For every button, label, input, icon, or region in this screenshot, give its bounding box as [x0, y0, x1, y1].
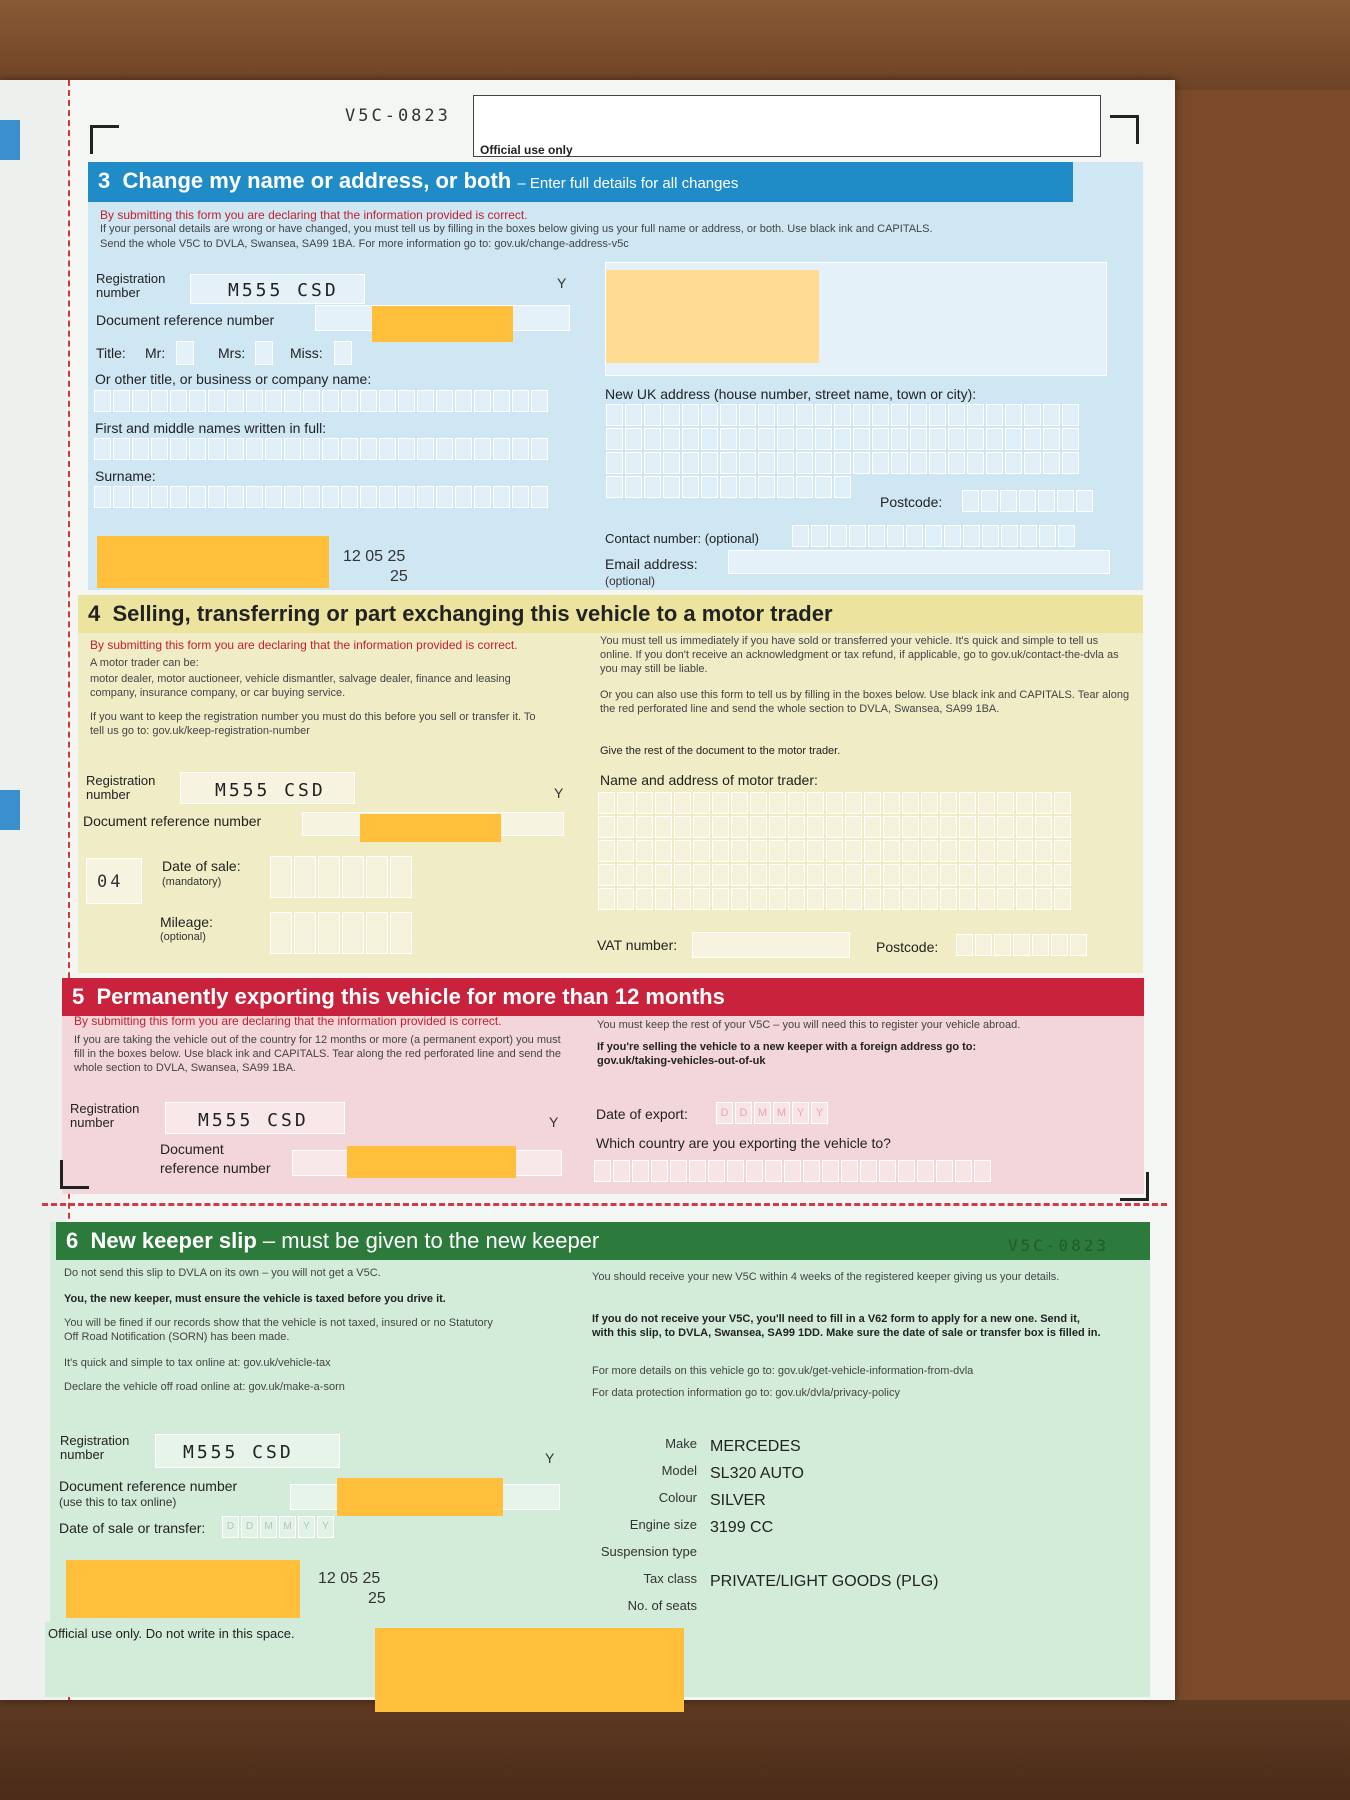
- date-sale-label: Date of sale:: [162, 858, 241, 874]
- redaction: [360, 814, 501, 842]
- mileage-grid[interactable]: [270, 912, 414, 954]
- contact-grid[interactable]: [792, 525, 1077, 547]
- table-surface-bottom: [0, 1700, 1350, 1800]
- trader-grid-row[interactable]: [598, 792, 1073, 814]
- other-title-label: Or other title, or business or company name:: [95, 371, 372, 387]
- new-address-label: New UK address (house number, street name, town or city):: [605, 386, 977, 402]
- right-text: Give the rest of the document to the motor trader.: [600, 745, 841, 757]
- declaration: By submitting this form you are declaring that the information provided is correct.: [100, 208, 528, 222]
- redaction: [375, 1628, 684, 1712]
- vat-input[interactable]: [692, 932, 850, 958]
- redaction: [97, 536, 329, 588]
- email-input[interactable]: [728, 550, 1110, 574]
- official-use-label: Official use only: [480, 143, 573, 157]
- doc-ref-label: Document reference number: [96, 312, 275, 328]
- declaration: By submitting this form you are declaring that the information provided is correct.: [90, 638, 518, 652]
- corner-mark: [90, 125, 119, 154]
- table-surface-top: [0, 0, 1350, 90]
- miss-checkbox[interactable]: [334, 341, 352, 365]
- export-link[interactable]: gov.uk/taking-vehicles-out-of-uk: [597, 1055, 766, 1067]
- export-intro: If you are taking the vehicle out of the country for 12 months or more (a permanent export) you must fill in the boxes below. Use black ink and CAPITALS. Tear along the red perforated line and send the whole section to DVLA, Swansea, SA99 1BA.: [74, 1034, 561, 1074]
- slip-right-text: If you do not receive your V5C, you'll need to fill in a V62 form to apply for a new one. Send it, with this slip, to DVLA, Swansea, SA99 1DD. Make sure the date of sale or transfer box is filled in.: [592, 1313, 1101, 1339]
- declaration: By submitting this form you are declaring that the information provided is correct.: [74, 1014, 502, 1028]
- vehicle-field-label: Model: [661, 1463, 697, 1478]
- section-number: 5: [72, 984, 85, 1009]
- date-value: 25: [368, 1590, 386, 1607]
- registration-label: Registration number: [96, 271, 166, 300]
- sale-code: 04: [97, 872, 124, 892]
- vehicle-field-value: SILVER: [710, 1492, 766, 1509]
- vehicle-field-label: No. of seats: [627, 1598, 697, 1613]
- y-mark: Y: [557, 275, 567, 291]
- left-page-blue-tab: [0, 790, 20, 830]
- contact-label: Contact number: (optional): [605, 531, 759, 546]
- form-code: V5C-0823: [1008, 1236, 1110, 1255]
- intro-text: If your personal details are wrong or have changed, you must tell us by filling in the boxes below giving us your full name or address, or both. Use black ink and CAPITALS.: [100, 223, 933, 235]
- mr-checkbox[interactable]: [176, 341, 194, 365]
- vehicle-field-value: SL320 AUTO: [710, 1465, 804, 1482]
- vehicle-field-label: Suspension type: [600, 1544, 697, 1559]
- address-grid-row[interactable]: [606, 452, 1081, 474]
- y-mark: Y: [545, 1450, 555, 1466]
- section-5-header: [62, 978, 1144, 1016]
- mr-label: Mr:: [145, 345, 166, 361]
- country-label: Which country are you exporting the vehicle to?: [596, 1135, 891, 1151]
- y-mark: Y: [554, 785, 564, 801]
- right-text: Or you can also use this form to tell us by filling in the boxes below. Use black ink and CAPITALS. Tear along the red perforated line and send the whole section to DVLA, Swansea, SA99 1BA.: [600, 689, 1130, 715]
- official-use-note: Official use only. Do not write in this space.: [48, 1626, 295, 1641]
- section-title: Change my name or address, or both: [122, 168, 512, 193]
- vehicle-field-label: Make: [665, 1436, 697, 1451]
- date-sale-grid[interactable]: D D M M Y Y: [222, 1516, 336, 1538]
- address-grid-row[interactable]: [606, 476, 853, 498]
- section-3-header: 3 Change my name or address, or both – Enter full details for all changes: [88, 162, 1073, 202]
- miss-label: Miss:: [290, 345, 323, 361]
- postcode-label: Postcode:: [876, 939, 939, 955]
- section-6-header: [56, 1222, 1150, 1260]
- first-names-grid[interactable]: [94, 438, 550, 460]
- date-sale-note: (mandatory): [162, 876, 222, 888]
- vehicle-field-value: MERCEDES: [710, 1438, 801, 1455]
- slip-right-text: For data protection information go to: gov.uk/dvla/privacy-policy: [592, 1387, 900, 1399]
- date-value: 12 05 25: [318, 1570, 381, 1587]
- section-title: Selling, transferring or part exchanging this vehicle to a motor trader: [112, 601, 833, 626]
- surname-grid[interactable]: [94, 486, 550, 508]
- redaction: [66, 1560, 300, 1618]
- registration-label: Registration number: [60, 1433, 130, 1462]
- vat-label: VAT number:: [597, 937, 678, 953]
- section-number: 6: [66, 1228, 79, 1253]
- mrs-label: Mrs:: [218, 345, 246, 361]
- registration-value: M555 CSD: [183, 1442, 294, 1463]
- section-subtitle: – must be given to the new keeper: [262, 1228, 600, 1253]
- slip-right-text: You should receive your new V5C within 4 weeks of the registered keeper giving us your details.: [592, 1271, 1060, 1283]
- slip-text: You will be fined if our records show that the vehicle is not taxed, insured or no Statutory Off Road Notification (SORN) has been made.: [64, 1317, 493, 1343]
- export-date-grid[interactable]: D D M M Y Y: [716, 1102, 830, 1124]
- doc-ref-note: (use this to tax online): [59, 1495, 177, 1509]
- tear-line: [42, 1203, 1167, 1206]
- date-sale-label: Date of sale or transfer:: [59, 1520, 206, 1536]
- section-number: 3: [98, 168, 111, 193]
- trader-list: motor dealer, motor auctioneer, vehicle dismantler, salvage dealer, finance and leasing company, insurance company, or car buying service.: [90, 673, 511, 699]
- vehicle-field-value: 3199 CC: [710, 1519, 774, 1536]
- export-date-label: Date of export:: [596, 1106, 688, 1122]
- mileage-label: Mileage:: [160, 914, 213, 930]
- date-value: 25: [390, 568, 408, 585]
- address-grid-row[interactable]: [606, 428, 1081, 450]
- registration-value: M555 CSD: [228, 280, 339, 301]
- mrs-checkbox[interactable]: [255, 341, 273, 365]
- email-label: Email address:: [605, 556, 698, 572]
- title-label: Title:: [96, 345, 126, 361]
- section-number: 4: [88, 601, 101, 626]
- doc-ref-label: Document reference number: [59, 1478, 238, 1494]
- registration-value: M555 CSD: [198, 1110, 309, 1131]
- country-grid[interactable]: [594, 1160, 993, 1182]
- trader-name-label: Name and address of motor trader:: [600, 772, 818, 788]
- section-title: New keeper slip: [90, 1228, 257, 1253]
- keep-reg-text: If you want to keep the registration number you must do this before you sell or transfer it. To tell us go to: gov.uk/keep-registration-number: [90, 711, 536, 737]
- slip-right-text: For more details on this vehicle go to: gov.uk/get-vehicle-information-from-dvla: [592, 1365, 974, 1377]
- right-text: If you're selling the vehicle to a new keeper with a foreign address go to:: [597, 1041, 977, 1053]
- current-address-box: [605, 262, 1107, 376]
- postcode-grid[interactable]: [956, 934, 1089, 956]
- slip-text: Declare the vehicle off road online at: gov.uk/make-a-sorn: [64, 1381, 345, 1393]
- corner-mark: [60, 1160, 89, 1189]
- section-4-header: [78, 595, 1143, 633]
- trader-grid-row[interactable]: [598, 864, 1073, 886]
- first-names-label: First and middle names written in full:: [95, 420, 327, 436]
- doc-ref-label: Document reference number: [83, 813, 262, 829]
- slip-text: You, the new keeper, must ensure the vehicle is taxed before you drive it.: [64, 1293, 446, 1305]
- surname-label: Surname:: [95, 468, 156, 484]
- trader-intro: A motor trader can be:: [90, 657, 199, 669]
- trader-grid-row[interactable]: [598, 816, 1073, 838]
- redaction: [347, 1146, 516, 1178]
- registration-label: Registration number: [86, 773, 156, 802]
- vehicle-field-value: PRIVATE/LIGHT GOODS (PLG): [710, 1573, 939, 1590]
- email-optional: (optional): [605, 574, 656, 588]
- redaction: [372, 306, 513, 342]
- postcode-grid[interactable]: [962, 490, 1095, 512]
- section-subtitle: Enter full details for all changes: [529, 175, 739, 192]
- corner-mark: [1110, 115, 1139, 144]
- trader-grid-row[interactable]: [598, 840, 1073, 862]
- right-text: You must tell us immediately if you have sold or transferred your vehicle. It's quick and simple to tell us online. If you don't receive an acknowledgment or tax refund, if applicable, go to gov.uk/contact-the-dvla as you may still be liable.: [600, 635, 1119, 675]
- left-page-blue-tab: [0, 120, 20, 160]
- slip-text: It's quick and simple to tax online at: gov.uk/vehicle-tax: [64, 1357, 331, 1369]
- doc-ref-label: Document: [160, 1141, 224, 1157]
- right-text: You must keep the rest of your V5C – you will need this to register your vehicle abroad.: [597, 1019, 1021, 1031]
- trader-grid-row[interactable]: [598, 888, 1073, 910]
- vehicle-field-label: Engine size: [629, 1517, 697, 1532]
- redaction: [337, 1478, 503, 1516]
- slip-text: Do not send this slip to DVLA on its own – you will not get a V5C.: [64, 1267, 381, 1279]
- form-code: V5C-0823: [345, 106, 451, 126]
- postcode-label: Postcode:: [880, 494, 943, 510]
- other-title-grid[interactable]: [94, 390, 550, 412]
- section-title: Permanently exporting this vehicle for more than 12 months: [96, 984, 725, 1009]
- date-value: 12 05 25: [343, 548, 406, 565]
- vehicle-field-label: Tax class: [643, 1571, 697, 1586]
- mileage-note: (optional): [160, 931, 206, 943]
- date-sale-grid[interactable]: [270, 856, 414, 898]
- registration-label: Registration number: [70, 1101, 140, 1130]
- y-mark: Y: [549, 1114, 559, 1130]
- corner-mark: [1120, 1172, 1149, 1201]
- registration-value: M555 CSD: [215, 780, 326, 801]
- intro-text: Send the whole V5C to DVLA, Swansea, SA99 1BA. For more information go to: gov.uk/change-address-v5c: [100, 238, 629, 250]
- vehicle-field-label: Colour: [658, 1490, 697, 1505]
- address-grid-row[interactable]: [606, 404, 1081, 426]
- doc-ref-label-2: reference number: [160, 1160, 271, 1176]
